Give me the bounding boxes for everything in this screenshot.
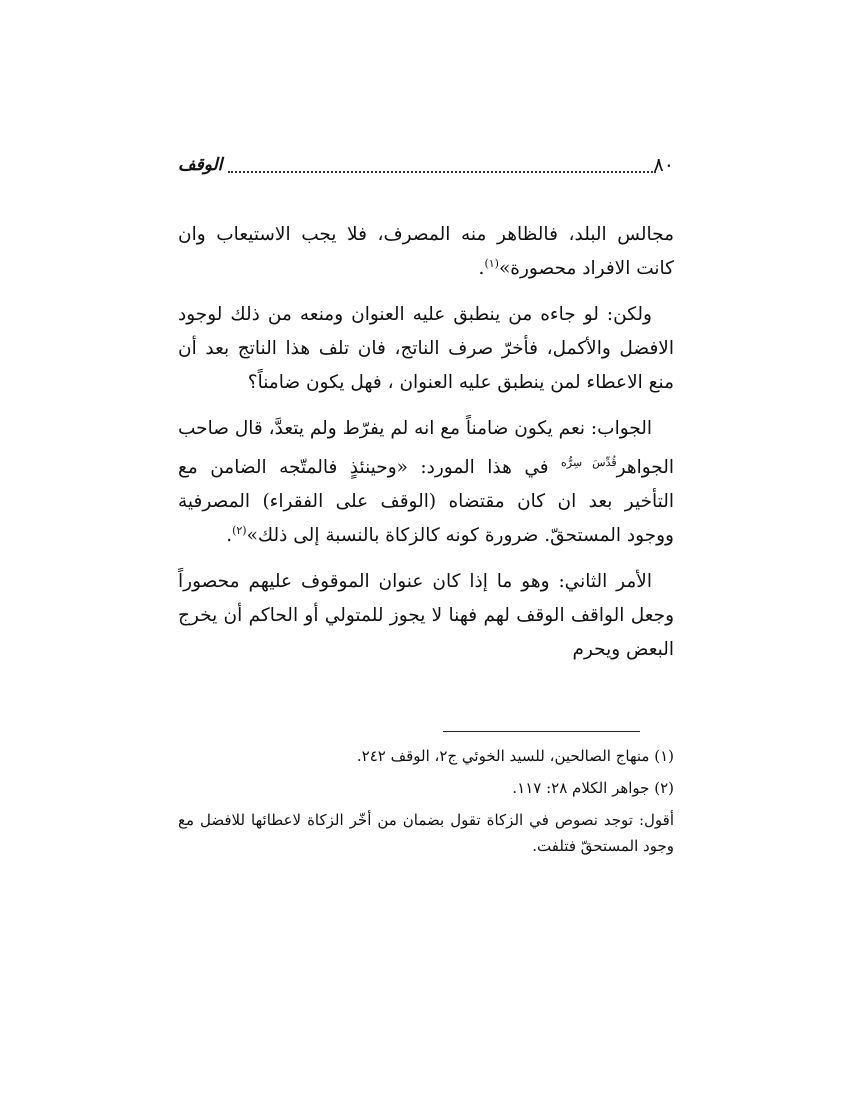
honorific-symbol: قُدِّسَ سِرُّه — [561, 456, 617, 469]
paragraph-3-text-b: في هذا المورد: «وحينئذٍ فالمتّجه الضامن مع التأخير بعد ان كان مقتضاه (الوقف على الفقراء) المصرفية ووجود المستحقّ. ضرورة كونه كالزكاة بالنسبة إلى ذلك» — [178, 457, 674, 547]
footnote-ref-1: (١) — [484, 256, 499, 270]
paragraph-3-end: . — [226, 525, 233, 547]
footnote-remark: أقول: توجد نصوص في الزكاة تقول بضمان من أخّر الزكاة لاعطائها للافضل مع وجود المستحقّ فتلفت. — [178, 811, 674, 855]
header-dotted-leader — [228, 171, 656, 173]
paragraph-1 — [178, 218, 674, 286]
running-header — [178, 152, 674, 182]
footnote-1: (١) منهاج الصالحين، للسيد الخوئي ج٢، الوقف ٢٤٢. — [356, 747, 674, 765]
paragraph-1-text: مجالس البلد، فالظاهر منه المصرف، فلا يجب الاستيعاب وان كانت الافراد محصورة» — [178, 224, 674, 279]
paragraph-4-text: الأمر الثاني: وهو ما إذا كان عنوان الموقوف عليهم محصوراً وجعل الواقف الوقف لهم فهنا لا يجوز للمتولي أو الحاكم أن يخرج البعض ويحرم — [178, 571, 674, 661]
paragraph-3 — [178, 412, 674, 553]
paragraph-2-text: ولكن: لو جاءه من ينطبق عليه العنوان ومنعه من ذلك لوجود الافضل والأكمل، فأخرّ صرف الناتج، فان تلف هذا الناتج بعد أن منع الاعطاء لمن ينطبق عليه العنوان ، فهل يكون ضامناً؟ — [178, 304, 674, 393]
paragraph-1-end: . — [478, 258, 485, 279]
footnote-divider — [443, 731, 640, 732]
page-number: ٨٠ — [653, 154, 674, 176]
footnote-2: (٢) جواهر الكلام ٢٨: ١١٧. — [512, 779, 674, 797]
paragraph-2 — [178, 298, 674, 400]
body-text — [178, 218, 674, 679]
footnotes — [178, 743, 674, 859]
section-title: الوقف — [178, 155, 223, 175]
paragraph-4 — [178, 565, 674, 667]
footnote-ref-2: (٢) — [232, 524, 247, 537]
paragraph-3-text-a: الجواب: نعم يكون ضامناً مع انه لم يفرّط ولم يتعدَّ، قال صاحب الجواهر — [178, 418, 674, 479]
